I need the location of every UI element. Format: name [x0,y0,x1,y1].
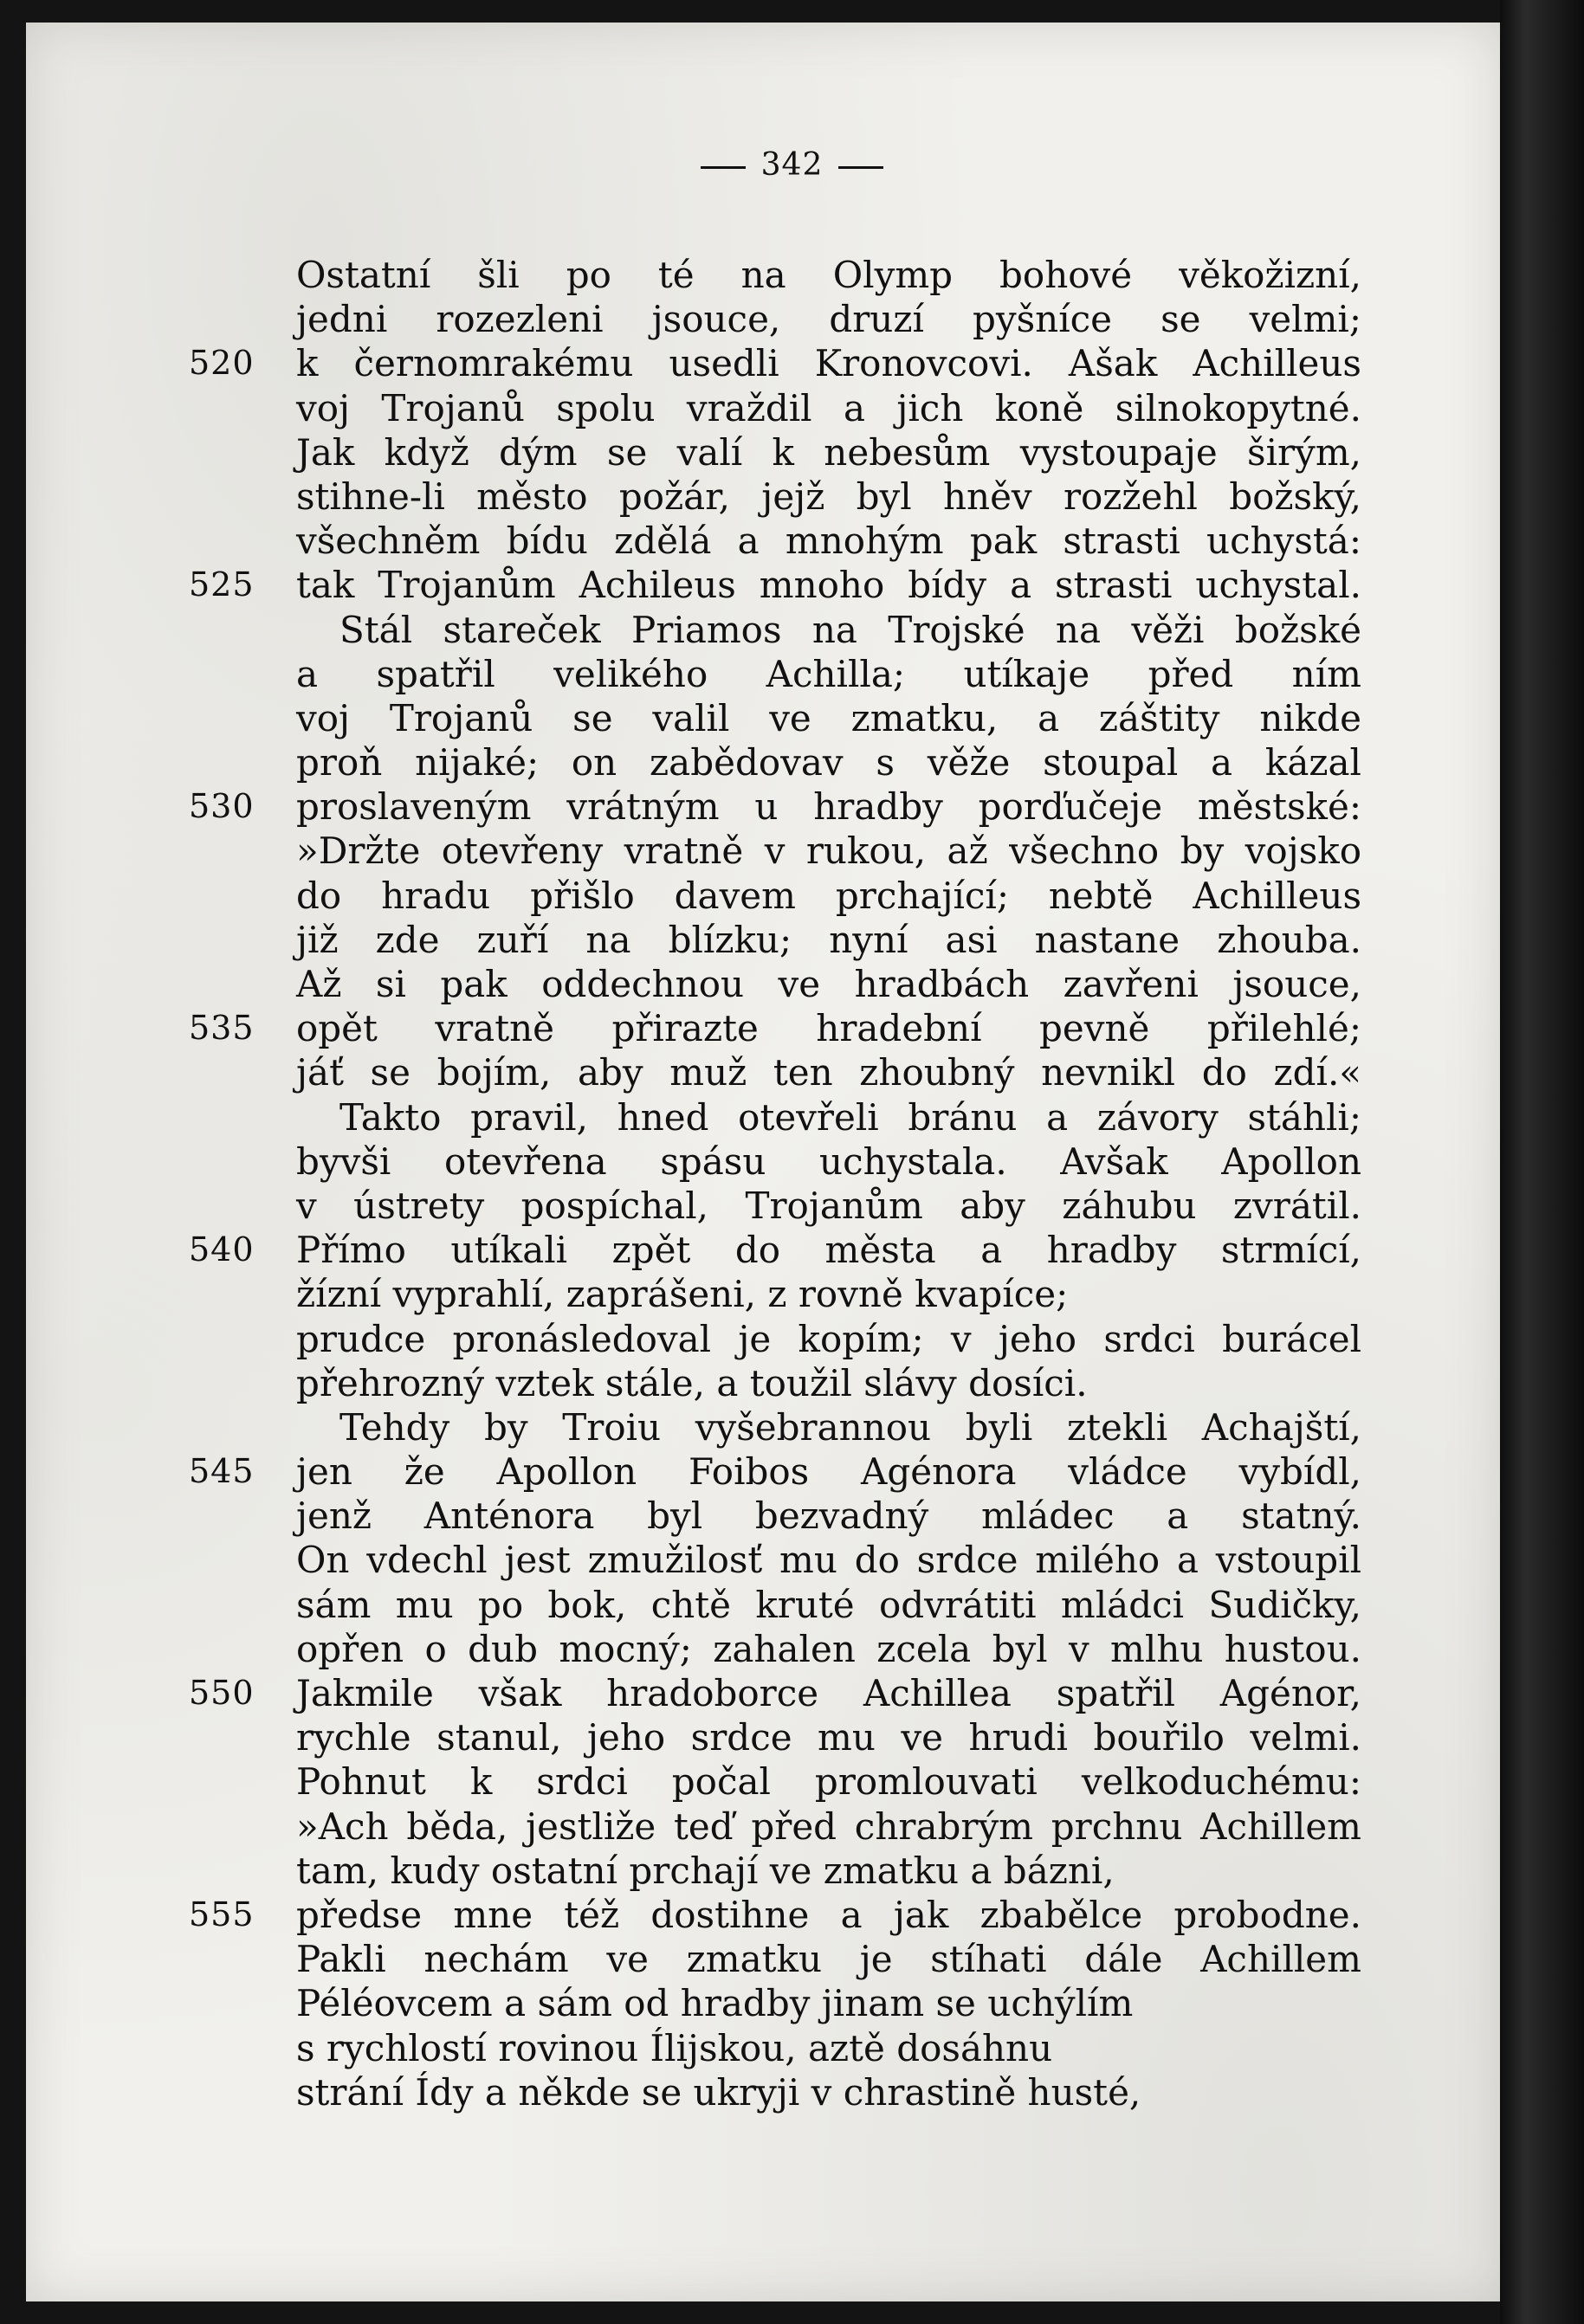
verse-text: »Ach běda, jestliže teď před chrabrým prchnu Achillem [296,1804,1361,1848]
line-number: 520 [189,344,255,383]
verse-line [0,1050,1455,1094]
verse-line [0,386,1455,430]
verse-line [0,608,1455,652]
verse-line [0,1759,1455,1804]
verse-line [0,874,1455,918]
verse-text: Až si pak oddechnou ve hradbách zavřeni jsouce, [296,963,1361,1005]
verse-line [0,1981,1455,2025]
verse-text: opět vratně přirazte hradební pevně přilehlé; [296,1007,1361,1050]
verse-text: do hradu přišlo davem prchající; nebtě Achilleus [296,874,1361,917]
verse-text: Péléovcem a sám od hradby jinam se uchýlím [296,1982,1134,2025]
line-number: 525 [189,565,255,604]
verse-text: a spatřil velikého Achilla; utíkaje před ním [296,652,1361,695]
verse-text: jenž Anténora byl bezvadný mládec a statný. [296,1494,1361,1538]
verse-text: prudce pronásledoval je kopím; v jeho srdci burácel [296,1317,1361,1360]
verse-text: Takto pravil, hned otevřeli bránu a závory stáhli; [339,1095,1361,1139]
verse-text: tak Trojanům Achileus mnoho bídy a strasti uchystal. [296,564,1361,607]
verse-text: voj Trojanů se valil ve zmatku, a záštity nikde [296,696,1361,739]
verse-line [0,563,1455,607]
verse-line [0,784,1455,829]
line-number: 540 [189,1230,255,1269]
verse-text: žízní vyprahlí, zaprášeni, z rovně kvapíce; [296,1273,1069,1316]
verse-line [0,696,1455,740]
verse-line [0,1671,1455,1715]
verse-line [0,652,1455,696]
verse-line [0,1715,1455,1759]
verse-text: předse mne též dostihne a jak zbabělce probodne. [296,1893,1361,1936]
line-number: 555 [189,1895,255,1933]
verse-line [0,1849,1455,1893]
verse-line [0,1494,1455,1538]
line-number: 530 [189,787,255,826]
verse-text: Pohnut k srdci počal promlouvati velkoduchému: [296,1760,1361,1804]
verse-line [0,1095,1455,1139]
verse-line [0,2070,1455,2114]
verse-line [0,519,1455,563]
page-header [0,147,1584,183]
verse-text: strání Ídy a někde se ukryji v chrastině husté, [296,2070,1141,2114]
verse-line [0,1893,1455,1937]
verse-text: Pakli nechám ve zmatku je stíhati dále Achillem [296,1938,1361,1981]
line-number: 535 [189,1009,255,1048]
verse-text: Ostatní šli po té na Olymp bohové věkožizní, [296,254,1361,296]
verse-line [0,1405,1455,1449]
verse-text: k černomrakému usedli Kronovcovi. Ašak Achilleus [296,342,1361,385]
verse-text: proň nijaké; on zabědovav s věže stoupal a kázal [296,741,1361,784]
verse-line [0,1272,1455,1316]
verse-line [0,341,1455,385]
verse-text: Jak když dým se valí k nebesům vystoupaje širým, [296,430,1361,474]
verse-line [0,2026,1455,2070]
verse-line [0,1006,1455,1050]
verse-text: Tehdy by Troiu vyšebrannou byli ztekli Achajští, [339,1405,1361,1449]
verse-text: přehrozný vztek stále, a toužil slávy dosíci. [296,1361,1088,1404]
header-dash-left [701,166,746,169]
verse-line [0,1139,1455,1184]
verse-line [0,430,1455,474]
verse-text: s rychlostí rovinou Ílijskou, aztě dosáhnu [296,2026,1053,2069]
header-dash-right [838,166,883,169]
verse-line [0,740,1455,784]
verse-line [0,962,1455,1006]
book-edge [1500,0,1584,2324]
verse-line [0,1804,1455,1849]
verse-line [0,253,1455,297]
verse-text: již zde zuří na blízku; nyní asi nastane zhouba. [296,918,1361,961]
verse-text-block [0,253,1455,2114]
verse-text: v ústrety pospíchal, Trojanům aby záhubu zvrátil. [296,1184,1361,1227]
verse-line [0,829,1455,873]
verse-line [0,1937,1455,1981]
verse-text: proslaveným vrátným u hradby porďučeje městské: [296,785,1361,829]
verse-line [0,1228,1455,1272]
verse-text: »Držte otevřeny vratně v rukou, až všechno by vojsko [296,830,1361,873]
verse-text: jedni rozezleni jsouce, druzí pyšníce se velmi; [296,298,1361,341]
verse-line [0,1317,1455,1361]
verse-line [0,1184,1455,1228]
page-number: 342 [760,147,824,183]
verse-text: sám mu po bok, chtě kruté odvrátiti mládci Sudičky, [296,1583,1361,1626]
verse-line [0,1583,1455,1627]
verse-text: byvši otevřena spásu uchystala. Avšak Apollon [296,1139,1361,1183]
verse-line [0,1449,1455,1494]
verse-text: opřen o dub mocný; zahalen zcela byl v mlhu hustou. [296,1627,1361,1670]
verse-text: Stál stareček Priamos na Trojské na věži božské [339,608,1361,651]
verse-text: všechněm bídu zdělá a mnohým pak strasti uchystá: [296,520,1361,563]
verse-text: On vdechl jest zmužilosť mu do srdce milého a vstoupil [296,1539,1361,1582]
line-number: 550 [189,1674,255,1712]
verse-text: rychle stanul, jeho srdce mu ve hrudi bouřilo velmi. [296,1716,1361,1759]
verse-line [0,474,1455,519]
line-number: 545 [189,1452,255,1491]
verse-line [0,297,1455,341]
verse-line [0,1627,1455,1671]
verse-text: jen že Apollon Foibos Agénora vládce vybídl, [296,1450,1361,1494]
verse-line [0,1361,1455,1405]
verse-text: jáť se bojím, aby muž ten zhoubný nevnikl do zdí.« [296,1051,1361,1094]
verse-text: voj Trojanů spolu vraždil a jich koně silnokopytné. [296,386,1361,429]
verse-text: Přímo utíkali zpět do města a hradby strmící, [296,1229,1361,1272]
verse-line [0,918,1455,962]
verse-text: Jakmile však hradoborce Achillea spatřil Agénor, [296,1672,1361,1714]
verse-text: tam, kudy ostatní prchají ve zmatku a bázni, [296,1849,1115,1892]
verse-text: stihne-li město požár, jejž byl hněv rozžehl božský, [296,474,1361,518]
verse-line [0,1538,1455,1582]
